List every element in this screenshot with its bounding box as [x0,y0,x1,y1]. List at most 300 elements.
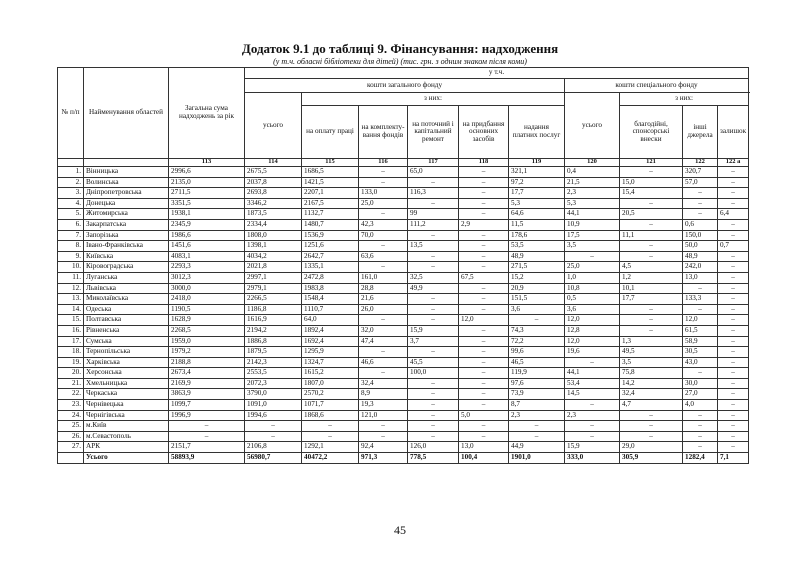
value-cell: – [359,241,408,252]
value-cell: – [620,167,683,178]
value-cell: 30,5 [683,347,718,358]
region-name: АРК [84,442,169,453]
value-cell: – [718,219,749,230]
value-cell: 2997,1 [245,272,302,283]
value-cell: 1099,7 [169,400,245,411]
header-acquisition: на комплекту-вання фондів [359,106,408,159]
value-cell: 2345,9 [169,219,245,230]
value-cell: 1,3 [620,336,683,347]
value-cell: 17,7 [509,188,565,199]
value-cell: 133,3 [683,294,718,305]
value-cell: 21,6 [359,294,408,305]
value-cell: 65,0 [408,167,459,178]
value-cell: – [459,177,509,188]
region-name: Хмельницька [84,378,169,389]
value-cell: – [359,347,408,358]
row-number: 27. [58,442,84,453]
value-cell: 12,0 [565,315,620,326]
table-header [58,68,749,167]
value-cell: – [359,177,408,188]
header-of-which-special: з них: [620,93,749,106]
value-cell: 43,0 [683,357,718,368]
region-name: Львівська [84,283,169,294]
value-cell: 70,0 [359,230,408,241]
value-cell: – [620,325,683,336]
value-cell: – [565,251,620,262]
total-value-cell: 778,5 [408,453,459,464]
code-cell: 118 [459,159,509,167]
value-cell: – [359,167,408,178]
region-name: Чернівецька [84,400,169,411]
table-row [58,336,749,347]
value-cell: – [459,378,509,389]
code-cell: 113 [169,159,245,167]
table-row [58,219,749,230]
value-cell: – [359,262,408,273]
value-cell: 2167,5 [302,198,359,209]
value-cell: – [718,167,749,178]
value-cell: 2266,5 [245,294,302,305]
value-cell: 1938,1 [169,209,245,220]
value-cell: 10,9 [565,219,620,230]
value-cell: 119,9 [509,368,565,379]
table-row [58,347,749,358]
table-row [58,410,749,421]
value-cell: – [459,230,509,241]
value-cell: 1868,6 [302,410,359,421]
value-cell: 1110,7 [302,304,359,315]
row-number: 1. [58,167,84,178]
region-name: Київська [84,251,169,262]
value-cell: 116,3 [408,188,459,199]
value-cell: – [620,431,683,442]
value-cell: 1892,4 [302,325,359,336]
value-cell: – [683,442,718,453]
value-cell: – [620,198,683,209]
value-cell: – [620,241,683,252]
table-row [58,442,749,453]
value-cell: 17,5 [565,230,620,241]
total-value-cell: 100,4 [459,453,509,464]
row-number: 12. [58,283,84,294]
value-cell: 151,5 [509,294,565,305]
value-cell: 100,0 [408,368,459,379]
header-special-total: усього [565,93,620,159]
region-name: Закарпатська [84,219,169,230]
value-cell: 1616,9 [245,315,302,326]
value-cell: – [359,209,408,220]
value-cell: 1451,6 [169,241,245,252]
value-cell: 3,5 [565,241,620,252]
value-cell: 0,4 [565,167,620,178]
value-cell: – [683,198,718,209]
table-row [58,378,749,389]
value-cell: – [718,368,749,379]
row-number: 6. [58,219,84,230]
region-name: Черкаська [84,389,169,400]
value-cell: 2,3 [565,410,620,421]
value-cell: 97,6 [509,378,565,389]
value-cell: 99,6 [509,347,565,358]
value-cell: 12,0 [459,315,509,326]
financing-table [57,67,749,464]
value-cell: 0,6 [683,219,718,230]
value-cell: – [620,421,683,432]
value-cell: 1886,8 [245,336,302,347]
value-cell: – [459,283,509,294]
value-cell: 20,5 [620,209,683,220]
value-cell: 121,0 [359,410,408,421]
value-cell: – [718,325,749,336]
value-cell: 1983,8 [302,283,359,294]
value-cell: 99 [408,209,459,220]
value-cell: – [718,177,749,188]
value-cell: 15,2 [509,272,565,283]
table-row [58,251,749,262]
value-cell: – [620,410,683,421]
value-cell: 2996,6 [169,167,245,178]
value-cell: 1686,5 [302,167,359,178]
value-cell: 48,9 [509,251,565,262]
value-cell: 75,8 [620,368,683,379]
value-cell: – [359,431,408,442]
region-name: Волинська [84,177,169,188]
value-cell: 2106,8 [245,442,302,453]
value-cell: 1071,7 [302,400,359,411]
header-general-total: усього [245,93,302,159]
value-cell: – [408,315,459,326]
value-cell: 1628,9 [169,315,245,326]
value-cell: – [565,431,620,442]
value-cell: 1536,9 [302,230,359,241]
value-cell: – [683,283,718,294]
value-cell: 26,0 [359,304,408,315]
value-cell: 32,5 [408,272,459,283]
row-number: 7. [58,230,84,241]
table-row [58,421,749,432]
table-row [58,283,749,294]
value-cell: – [302,431,359,442]
value-cell: 133,0 [359,188,408,199]
value-cell: 11,5 [509,219,565,230]
region-name: Рівненська [84,325,169,336]
value-cell: 3,6 [565,304,620,315]
value-cell: 13,0 [683,272,718,283]
region-name: Івано-Франківська [84,241,169,252]
value-cell: 53,4 [565,378,620,389]
region-name: Полтавська [84,315,169,326]
value-cell: 2570,2 [302,389,359,400]
region-name: Донецька [84,198,169,209]
value-cell: 1959,0 [169,336,245,347]
value-cell: 4,7 [620,400,683,411]
value-cell: – [718,336,749,347]
value-cell: – [683,188,718,199]
region-name: м.Севастополь [84,431,169,442]
value-cell: 2021,8 [245,262,302,273]
row-number: 18. [58,347,84,358]
value-cell: 5,3 [565,198,620,209]
value-cell: – [459,188,509,199]
value-cell: 1324,7 [302,357,359,368]
value-cell: 2142,3 [245,357,302,368]
value-cell: 3012,3 [169,272,245,283]
value-cell: – [718,410,749,421]
header-other: інші джерела [683,106,718,159]
value-cell: 97,2 [509,177,565,188]
value-cell: 32,4 [359,378,408,389]
value-cell: – [459,347,509,358]
value-cell: – [718,378,749,389]
value-cell: 2472,8 [302,272,359,283]
row-number: 26. [58,431,84,442]
value-cell: 2675,5 [245,167,302,178]
region-name: Харківська [84,357,169,368]
row-number: 2. [58,177,84,188]
value-cell: – [408,177,459,188]
value-cell: 3,7 [408,336,459,347]
row-number: 24. [58,410,84,421]
header-loan: залишок [718,106,749,159]
value-cell: 3000,0 [169,283,245,294]
value-cell: – [718,198,749,209]
table-row [58,431,749,442]
value-cell: 32,0 [359,325,408,336]
value-cell: – [683,209,718,220]
value-cell: – [245,421,302,432]
value-cell: 49,9 [408,283,459,294]
value-cell: 1,0 [565,272,620,283]
value-cell: 29,0 [620,442,683,453]
value-cell: – [459,294,509,305]
row-number: 5. [58,209,84,220]
value-cell: 3,6 [509,304,565,315]
value-cell: 45,5 [408,357,459,368]
value-cell: 28,8 [359,283,408,294]
value-cell: 5,3 [509,198,565,209]
value-cell: 2693,8 [245,188,302,199]
value-cell: 0,7 [718,241,749,252]
value-cell: – [718,421,749,432]
value-cell: 73,9 [509,389,565,400]
code-cell: 115 [302,159,359,167]
value-cell: – [718,315,749,326]
value-cell: 12,0 [683,315,718,326]
value-cell: – [408,251,459,262]
value-cell: 1335,1 [302,262,359,273]
table-row [58,167,749,178]
value-cell: – [459,262,509,273]
value-cell: – [408,198,459,209]
value-cell: – [359,421,408,432]
code-cell: 122 а [718,159,749,167]
value-cell: – [718,230,749,241]
value-cell: 67,5 [459,272,509,283]
value-cell: – [683,431,718,442]
value-cell: 3790,0 [245,389,302,400]
row-number: 13. [58,294,84,305]
table-row [58,325,749,336]
value-cell: 150,0 [683,230,718,241]
value-cell: 2135,0 [169,177,245,188]
value-cell: – [459,198,509,209]
value-cell: 111,2 [408,219,459,230]
value-cell: – [459,421,509,432]
value-cell: 21,5 [565,177,620,188]
region-name: Херсонська [84,368,169,379]
value-cell: – [718,347,749,358]
row-number: 9. [58,251,84,262]
value-cell: 1398,1 [245,241,302,252]
value-cell: – [302,421,359,432]
value-cell: 17,7 [620,294,683,305]
value-cell: 14,2 [620,378,683,389]
row-number: 21. [58,378,84,389]
value-cell: 53,5 [509,241,565,252]
value-cell: – [683,304,718,315]
region-name: Дніпропетровська [84,188,169,199]
region-name: Сумська [84,336,169,347]
total-row [58,453,749,464]
code-cell: 117 [408,159,459,167]
value-cell: – [459,167,509,178]
value-cell: 1480,7 [302,219,359,230]
value-cell: – [718,188,749,199]
value-cell: – [408,378,459,389]
header-fixed-assets: на придбання основних засобів [459,106,509,159]
value-cell: 1873,5 [245,209,302,220]
value-cell: 3863,9 [169,389,245,400]
value-cell: 2,3 [509,410,565,421]
value-cell: 242,0 [683,262,718,273]
value-cell: 271,5 [509,262,565,273]
table-row [58,230,749,241]
value-cell: – [718,262,749,273]
table-row [58,294,749,305]
value-cell: 2293,3 [169,262,245,273]
region-name: Тернопільська [84,347,169,358]
region-name: Одеська [84,304,169,315]
value-cell: 44,1 [565,209,620,220]
header-total: Загальна сума надходжень за рік [169,68,245,159]
value-cell: 320,7 [683,167,718,178]
value-cell: 3,5 [620,357,683,368]
value-cell: 49,5 [620,347,683,358]
value-cell: – [620,219,683,230]
row-number: 3. [58,188,84,199]
value-cell: 32,4 [620,389,683,400]
value-cell: – [718,400,749,411]
value-cell: 321,1 [509,167,565,178]
value-cell: – [620,304,683,315]
value-cell: – [408,347,459,358]
header-no: № п/п [58,68,84,159]
header-wages: на оплату праці [302,106,359,159]
value-cell: 15,0 [620,177,683,188]
value-cell: – [459,368,509,379]
value-cell: 1986,6 [169,230,245,241]
value-cell: 64,6 [509,209,565,220]
value-cell: 44,9 [509,442,565,453]
value-cell: 2268,5 [169,325,245,336]
region-name: Кіровоградська [84,262,169,273]
value-cell: 2169,9 [169,378,245,389]
value-cell: – [408,410,459,421]
value-cell: – [459,431,509,442]
value-cell: – [408,304,459,315]
value-cell: 1190,5 [169,304,245,315]
value-cell: 19,3 [359,400,408,411]
value-cell: 1615,2 [302,368,359,379]
value-cell: 6,4 [718,209,749,220]
value-cell: – [718,357,749,368]
value-cell: 2711,5 [169,188,245,199]
value-cell: 1091,0 [245,400,302,411]
total-value-cell: 1282,4 [683,453,718,464]
value-cell: 1186,8 [245,304,302,315]
value-cell: 1979,2 [169,347,245,358]
value-cell: – [359,315,408,326]
row-number: 20. [58,368,84,379]
value-cell: 12,0 [565,336,620,347]
value-cell: – [565,357,620,368]
code-cell: 122 [683,159,718,167]
value-cell: 10,8 [565,283,620,294]
value-cell: 2151,7 [169,442,245,453]
value-cell: 2553,5 [245,368,302,379]
value-cell: – [169,431,245,442]
value-cell: – [718,442,749,453]
value-cell: 10,1 [620,283,683,294]
value-cell: – [459,336,509,347]
value-cell: 178,6 [509,230,565,241]
value-cell: – [408,230,459,241]
value-cell: 25,0 [359,198,408,209]
value-cell: 1548,4 [302,294,359,305]
value-cell: – [565,400,620,411]
row-number: 8. [58,241,84,252]
header-charity: благодійні, спонсорські внески [620,106,683,159]
value-cell: – [459,251,509,262]
value-cell: – [718,304,749,315]
value-cell: – [620,251,683,262]
value-cell: 46,6 [359,357,408,368]
value-cell: 1251,6 [302,241,359,252]
value-cell: 4034,2 [245,251,302,262]
value-cell: – [408,400,459,411]
table-row [58,357,749,368]
value-cell: 1692,4 [302,336,359,347]
table-row [58,262,749,273]
value-cell: 3351,5 [169,198,245,209]
value-cell: – [459,400,509,411]
region-name: Житомирська [84,209,169,220]
row-number: 17. [58,336,84,347]
value-cell: – [459,209,509,220]
row-number: 15. [58,315,84,326]
value-cell: 61,5 [683,325,718,336]
value-cell: 13,5 [408,241,459,252]
header-of-which-general: з них: [302,93,565,106]
value-cell: 44,1 [565,368,620,379]
value-cell: – [565,421,620,432]
row-number: 4. [58,198,84,209]
document-title: Додаток 9.1 до таблиці 9. Фінансування: надходження [241,41,559,56]
total-value-cell: 56980,7 [245,453,302,464]
value-cell: 2072,3 [245,378,302,389]
value-cell: 1295,9 [302,347,359,358]
value-cell: 12,8 [565,325,620,336]
